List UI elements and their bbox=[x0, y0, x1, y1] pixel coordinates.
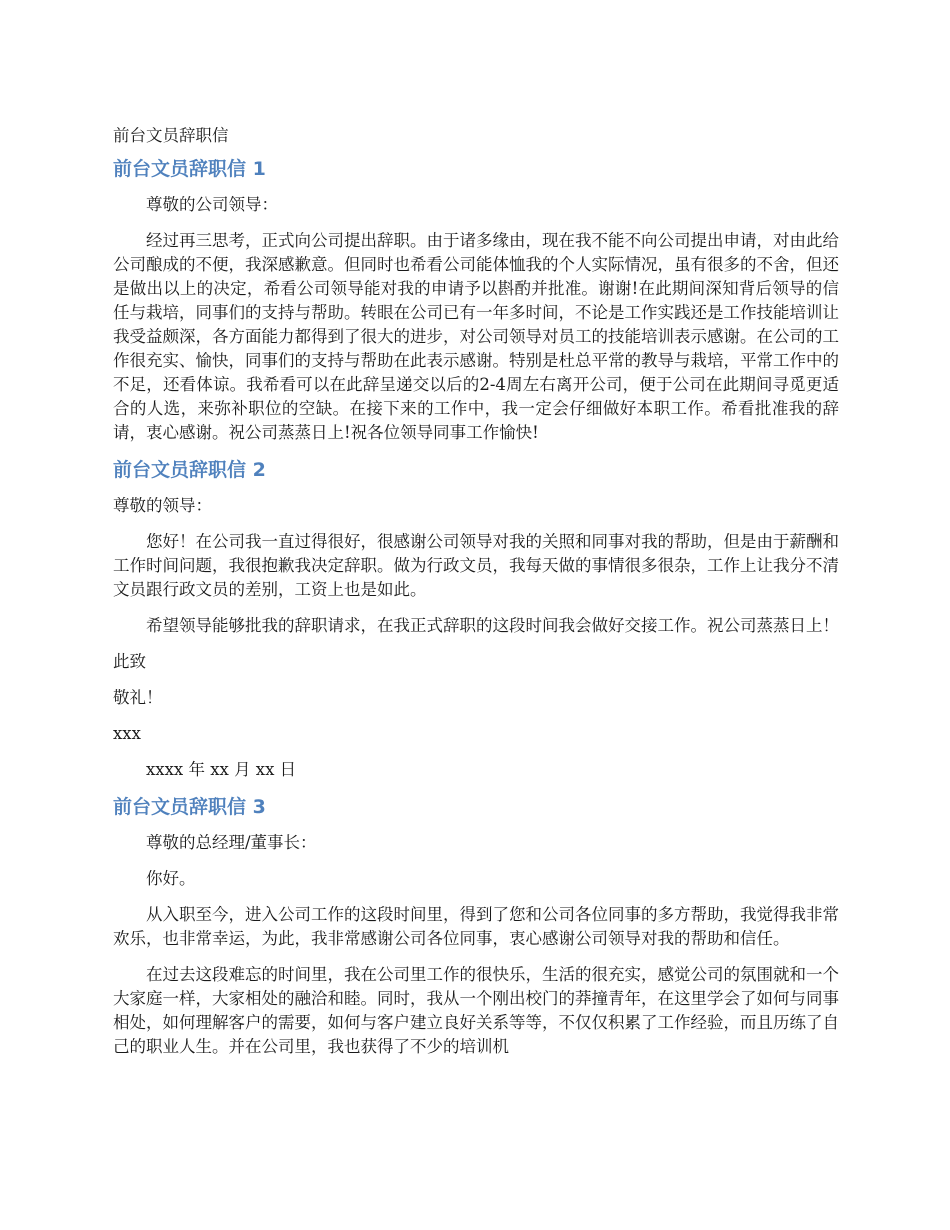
salutation: 尊敬的领导： bbox=[113, 496, 212, 515]
greeting: 你好。 bbox=[146, 869, 196, 888]
section-heading: 前台文员辞职信 2 bbox=[113, 459, 266, 481]
body-paragraph: 希望领导能够批我的辞职请求，在我正式辞职的这段时间我会做好交接工作。祝公司蒸蒸日上！ bbox=[146, 616, 839, 635]
body-paragraph: 您好！在公司我一直过得很好，很感谢公司领导对我的关照和同事对我的帮助，但是由于薪酬和工作时间问题，我很抱歉我决定辞职。做为行政文员，我每天做的事情很多很杂，工作上让我分不清文员跟行政文员的差别，工资上也是如此。 bbox=[113, 532, 839, 599]
letter-section-3 bbox=[113, 794, 839, 1059]
letter-section-2 bbox=[113, 457, 839, 782]
signature: xxx bbox=[113, 724, 141, 743]
salutation: 尊敬的公司领导： bbox=[146, 195, 278, 214]
date-line: xxxx 年 xx 月 xx 日 bbox=[146, 760, 297, 779]
closing-line: 此致 bbox=[113, 652, 146, 671]
body-paragraph: 经过再三思考，正式向公司提出辞职。由于诸多缘由，现在我不能不向公司提出申请，对由此给公司酿成的不便，我深感歉意。但同时也希看公司能体恤我的个人实际情况，虽有很多的不舍，但还是做出以上的决定，希看公司领导能对我的申请予以斟酌并批准。谢谢!在此期间深知背后领导的信任与栽培，同事们的支持与帮助。转眼在公司已有一年多时间，不论是工作实践还是工作技能培训让我受益颇深，各方面能力都得到了很大的进步，对公司领导对员工的技能培训表示感谢。在公司的工作很充实、愉快，同事们的支持与帮助在此表示感谢。特别是杜总平常的教导与栽培，平常工作中的不足，还看体谅。我希看可以在此辞呈递交以后的2-4周左右离开公司，便于公司在此期间寻觅更适合的人选，来弥补职位的空缺。在接下来的工作中，我一定会仔细做好本职工作。希看批准我的辞请，衷心感谢。祝公司蒸蒸日上!祝各位领导同事工作愉快! bbox=[113, 231, 839, 442]
body-paragraph: 从入职至今，进入公司工作的这段时间里，得到了您和公司各位同事的多方帮助，我觉得我非常欢乐，也非常幸运，为此，我非常感谢公司各位同事，衷心感谢公司领导对我的帮助和信任。 bbox=[113, 905, 839, 948]
salutation: 尊敬的总经理/董事长： bbox=[146, 833, 317, 852]
section-heading: 前台文员辞职信 1 bbox=[113, 158, 266, 180]
document-page bbox=[113, 124, 839, 1071]
document-title: 前台文员辞职信 bbox=[113, 126, 229, 145]
regards-line: 敬礼！ bbox=[113, 688, 163, 707]
body-paragraph: 在过去这段难忘的时间里，我在公司里工作的很快乐，生活的很充实，感觉公司的氛围就和一个大家庭一样，大家相处的融洽和睦。同时，我从一个刚出校门的莽撞青年，在这里学会了如何与同事相处，如何理解客户的需要，如何与客户建立良好关系等等，不仅仅积累了工作经验，而且历练了自己的职业人生。并在公司里，我也获得了不少的培训机 bbox=[113, 965, 839, 1056]
letter-section-1 bbox=[113, 156, 839, 445]
section-heading: 前台文员辞职信 3 bbox=[113, 796, 266, 818]
